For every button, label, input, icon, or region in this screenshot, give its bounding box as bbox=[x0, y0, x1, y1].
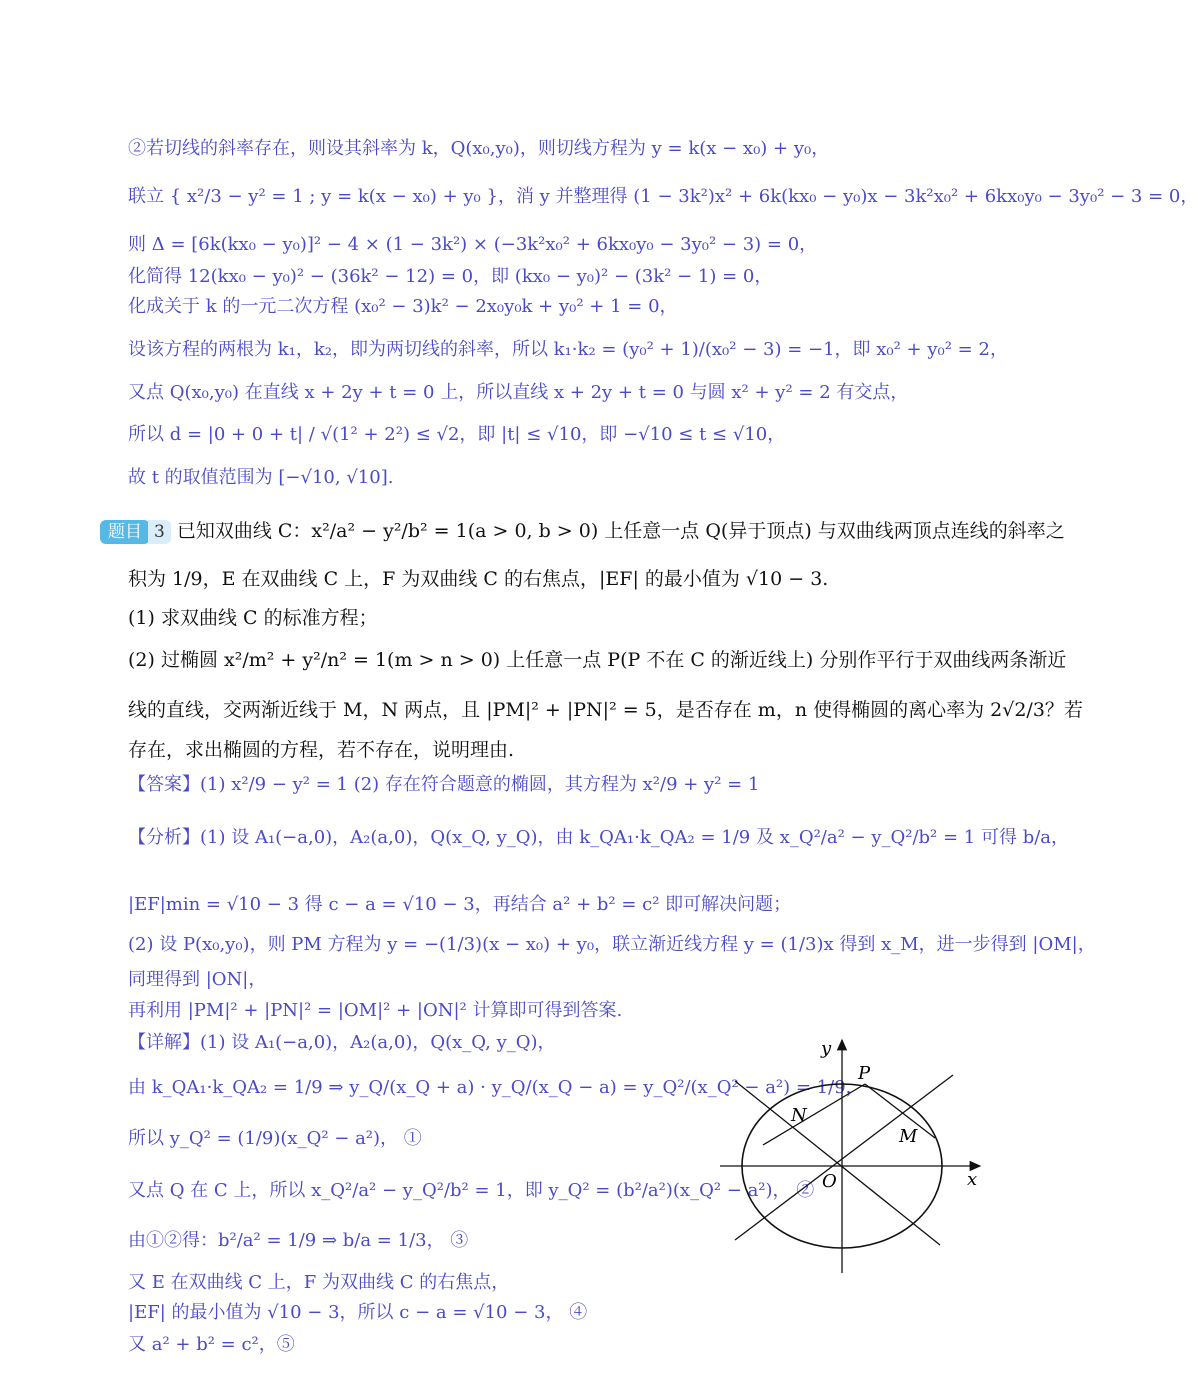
prev-line-3: 则 Δ = [6k(kx₀ − y₀)]² − 4 × (1 − 3k²) × (−3k²x₀² + 6kx₀y₀ − 3y₀² − 3) = 0， bbox=[128, 234, 818, 255]
analysis-line-3: (2) 设 P(x₀,y₀)，则 PM 方程为 y = −(1/3)(x − x₀) + y₀，联立渐近线方程 y = (1/3)x 得到 x_M，进一步得到 |OM|， bbox=[128, 934, 1096, 955]
problem-line-5: 线的直线，交两渐近线于 M，N 两点，且 |PM|² + |PN|² = 5，是否存在 m，n 使得椭圆的离心率为 2√2/3？若 bbox=[128, 699, 1083, 721]
label-O: O bbox=[822, 1171, 837, 1192]
problem-line-2: 积为 1/9，E 在双曲线 C 上，F 为双曲线 C 的右焦点，|EF| 的最小值为 √10 − 3. bbox=[128, 568, 829, 590]
prev-line-2: 联立 { x²/3 − y² = 1 ; y = k(x − x₀) + y₀ }，消 y 并整理得 (1 − 3k²)x² + 6k(kx₀ − y₀)x − 3k²x₀² + 6kx₀y₀ − 3y₀² − 3 = 0， bbox=[128, 186, 1198, 207]
prev-line-9: 故 t 的取值范围为 [−√10, √10]. bbox=[128, 467, 394, 488]
label-x: x bbox=[967, 1169, 978, 1190]
label-y: y bbox=[821, 1038, 832, 1059]
line-PN bbox=[763, 1084, 865, 1145]
problem-number: 3 bbox=[148, 520, 171, 544]
problem-tag: 题目 bbox=[100, 520, 150, 544]
prev-line-5: 化成关于 k 的一元二次方程 (x₀² − 3)k² − 2x₀y₀k + y₀² + 1 = 0， bbox=[128, 296, 678, 317]
answer-line: 【答案】(1) x²/9 − y² = 1 (2) 存在符合题意的椭圆，其方程为 x²/9 + y² = 1 bbox=[128, 774, 760, 795]
ellipse-figure bbox=[715, 1035, 995, 1280]
prev-line-8: 所以 d = |0 + 0 + t| / √(1² + 2²) ≤ √2，即 |t| ≤ √10，即 −√10 ≤ t ≤ √10， bbox=[128, 424, 786, 445]
problem-text-1: 已知双曲线 C：x²/a² − y²/b² = 1(a > 0, b > 0) 上任意一点 Q(异于顶点) 与双曲线两顶点连线的斜率之 bbox=[176, 520, 1065, 542]
asymptote-2 bbox=[735, 1075, 953, 1240]
detail-line-7: |EF| 的最小值为 √10 − 3，所以 c − a = √10 − 3， ④ bbox=[128, 1302, 588, 1323]
label-M: M bbox=[899, 1126, 918, 1147]
detail-line-4: 又点 Q 在 C 上，所以 x_Q²/a² − y_Q²/b² = 1，即 y_Q² = (b²/a²)(x_Q² − a²)， ② bbox=[128, 1180, 815, 1201]
prev-line-4: 化简得 12(kx₀ − y₀)² − (36k² − 12) = 0，即 (kx₀ − y₀)² − (3k² − 1) = 0， bbox=[128, 266, 773, 287]
label-N: N bbox=[791, 1105, 807, 1126]
analysis-line-4: 同理得到 |ON|， bbox=[128, 969, 267, 990]
prev-line-1: ②若切线的斜率存在，则设其斜率为 k，Q(x₀,y₀)，则切线方程为 y = k(x − x₀) + y₀， bbox=[128, 138, 830, 159]
analysis-line-5: 再利用 |PM|² + |PN|² = |OM|² + |ON|² 计算即可得到答案. bbox=[128, 1000, 623, 1021]
prev-line-6: 设该方程的两根为 k₁，k₂，即为两切线的斜率，所以 k₁·k₂ = (y₀² + 1)/(x₀² − 3) = −1，即 x₀² + y₀² = 2， bbox=[128, 339, 1008, 360]
label-P: P bbox=[858, 1063, 871, 1084]
problem-line-1 bbox=[100, 518, 1065, 544]
analysis-line-1: 【分析】(1) 设 A₁(−a,0)，A₂(a,0)，Q(x_Q, y_Q)，由 k_QA₁·k_QA₂ = 1/9 及 x_Q²/a² − y_Q²/b² = 1 可得 b/a， bbox=[128, 827, 1070, 848]
detail-line-1: 【详解】(1) 设 A₁(−a,0)，A₂(a,0)，Q(x_Q, y_Q)， bbox=[128, 1032, 556, 1053]
detail-line-6: 又 E 在双曲线 C 上，F 为双曲线 C 的右焦点， bbox=[128, 1272, 510, 1293]
detail-line-5: 由①②得：b²/a² = 1/9 ⇒ b/a = 1/3， ③ bbox=[128, 1230, 469, 1251]
problem-line-4: (2) 过椭圆 x²/m² + y²/n² = 1(m > n > 0) 上任意一点 P(P 不在 C 的渐近线上) 分别作平行于双曲线两条渐近 bbox=[128, 649, 1067, 671]
problem-line-3: (1) 求双曲线 C 的标准方程； bbox=[128, 607, 378, 629]
prev-line-7: 又点 Q(x₀,y₀) 在直线 x + 2y + t = 0 上，所以直线 x + 2y + t = 0 与圆 x² + y² = 2 有交点， bbox=[128, 382, 909, 403]
problem-line-6: 存在，求出椭圆的方程，若不存在，说明理由. bbox=[128, 739, 515, 761]
detail-line-3: 所以 y_Q² = (1/9)(x_Q² − a²)， ① bbox=[128, 1128, 422, 1149]
analysis-line-2: |EF|min = √10 − 3 得 c − a = √10 − 3，再结合 a² + b² = c² 即可解决问题； bbox=[128, 894, 792, 915]
detail-line-8: 又 a² + b² = c²，⑤ bbox=[128, 1334, 295, 1355]
detail-line-2: 由 k_QA₁·k_QA₂ = 1/9 ⇒ y_Q/(x_Q + a) · y_Q/(x_Q − a) = y_Q²/(x_Q² − a²) = 1/9， bbox=[128, 1077, 864, 1098]
